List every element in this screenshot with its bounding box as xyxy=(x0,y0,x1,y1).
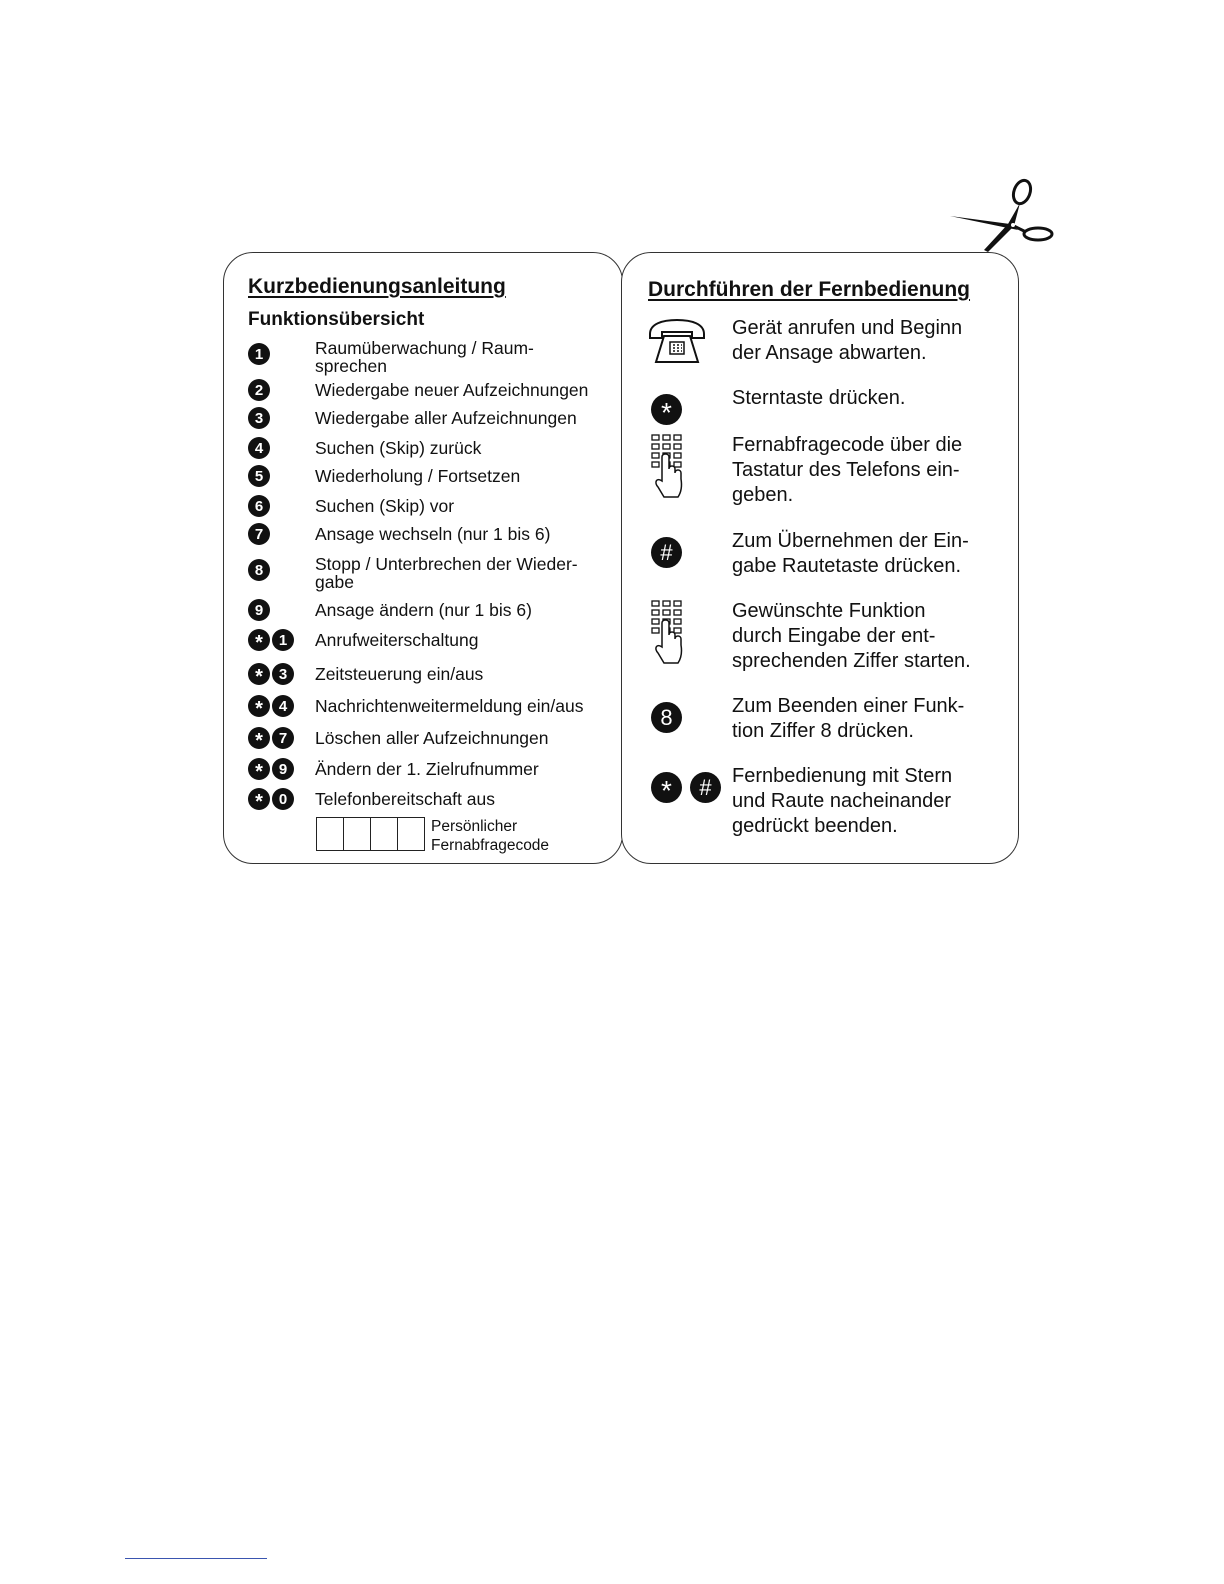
function-description: Nachrichtenweitermeldung ein/aus xyxy=(315,696,584,716)
star-key-badge: * xyxy=(248,695,270,717)
star-key-badge: * xyxy=(248,788,270,810)
function-row xyxy=(248,760,620,790)
star-key-badge: * xyxy=(248,663,270,685)
key-combination xyxy=(248,629,294,654)
star-key-badge: * xyxy=(651,772,682,803)
key-combination xyxy=(248,559,270,581)
remote-control-title: Durchführen der Fernbedienung xyxy=(648,278,971,301)
telephone-icon xyxy=(646,316,708,368)
digit-key-badge: 1 xyxy=(248,343,270,365)
step-icon xyxy=(648,431,690,508)
function-row xyxy=(248,439,620,469)
digit-key-badge: 6 xyxy=(248,495,270,517)
star-key-badge: * xyxy=(248,758,270,780)
step-icon xyxy=(646,316,708,373)
function-description: Ansage ändern (nur 1 bis 6) xyxy=(315,600,532,620)
star-key-badge: * xyxy=(651,394,682,425)
function-row xyxy=(248,467,620,497)
digit-key-badge: 9 xyxy=(272,758,294,780)
key-combination xyxy=(651,702,682,733)
remote-code-boxes xyxy=(317,817,425,851)
star-key-badge: * xyxy=(248,629,270,651)
key-combination xyxy=(248,379,270,401)
key-combination xyxy=(248,437,270,459)
function-description: Zeitsteuerung ein/aus xyxy=(315,664,484,684)
remote-code-label: Persönlicher Fernabfragecode xyxy=(431,818,550,854)
quick-guide-card xyxy=(223,252,623,864)
function-description: Ändern der 1. Zielrufnummer xyxy=(315,759,539,779)
key-combination xyxy=(248,343,270,365)
key-combination xyxy=(651,537,682,568)
digit-key-badge: 2 xyxy=(248,379,270,401)
digit-key-badge: 0 xyxy=(272,788,294,810)
function-description: Suchen (Skip) vor xyxy=(315,496,455,516)
key-combination xyxy=(248,727,294,752)
step-description: Zum Übernehmen der Ein- gabe Rautetaste drücken. xyxy=(732,530,969,577)
function-description: Suchen (Skip) zurück xyxy=(315,438,482,458)
digit-key-badge: 9 xyxy=(248,599,270,621)
code-digit-box xyxy=(370,817,398,851)
function-description: Anrufweiterschaltung xyxy=(315,630,479,650)
remote-control-card xyxy=(621,252,1019,864)
digit-key-badge: 3 xyxy=(248,407,270,429)
function-row xyxy=(248,497,620,527)
function-row xyxy=(248,601,620,631)
step-description: Fernbedienung mit Stern und Raute nacheinander gedrückt beenden. xyxy=(732,765,953,837)
key-combination xyxy=(248,523,270,545)
quick-guide-title: Kurzbedienungsanleitung xyxy=(248,275,506,298)
step-icon xyxy=(651,394,682,428)
key-combination xyxy=(248,695,294,720)
function-description: Wiedergabe neuer Aufzeichnungen xyxy=(315,380,589,400)
step-icon xyxy=(651,702,682,733)
function-row xyxy=(248,665,620,695)
key-combination xyxy=(248,599,270,621)
step-icon xyxy=(651,537,682,568)
key-combination xyxy=(248,788,294,813)
function-description: Raumüberwachung / Raum- sprechen xyxy=(315,338,534,376)
step-icon xyxy=(648,597,690,674)
digit-key-badge: 4 xyxy=(248,437,270,459)
key-combination xyxy=(248,495,270,517)
function-description: Ansage wechseln (nur 1 bis 6) xyxy=(315,524,551,544)
digit-key-badge: 5 xyxy=(248,465,270,487)
digit-key-badge: 7 xyxy=(272,727,294,749)
function-row xyxy=(248,525,620,555)
function-row xyxy=(248,697,620,727)
key-combination xyxy=(248,758,294,783)
digit-key-badge: 3 xyxy=(272,663,294,685)
function-description: Telefonbereitschaft aus xyxy=(315,789,495,809)
function-row xyxy=(248,381,620,411)
keypad-hand-icon xyxy=(648,431,690,503)
key-combination xyxy=(248,407,270,429)
function-description: Stopp / Unterbrechen der Wieder- gabe xyxy=(315,554,578,592)
key-combination xyxy=(248,663,294,688)
step-description: Gewünschte Funktion durch Eingabe der ent- sprechenden Ziffer starten. xyxy=(732,600,971,672)
digit-key-badge: 8 xyxy=(651,702,682,733)
footnote-rule xyxy=(125,1558,267,1559)
step-description: Gerät anrufen und Beginn der Ansage abwarten. xyxy=(732,317,963,364)
digit-key-badge: 8 xyxy=(248,559,270,581)
keypad-hand-icon xyxy=(648,597,690,669)
digit-key-badge: 1 xyxy=(272,629,294,651)
key-combination xyxy=(248,465,270,487)
key-combination xyxy=(651,394,682,428)
function-row xyxy=(248,790,620,820)
function-row xyxy=(248,631,620,661)
function-row xyxy=(248,409,620,439)
digit-key-badge: 4 xyxy=(272,695,294,717)
step-description: Fernabfragecode über die Tastatur des Telefons ein- geben. xyxy=(732,434,963,506)
code-digit-box xyxy=(343,817,371,851)
function-description: Wiederholung / Fortsetzen xyxy=(315,466,521,486)
hash-key-badge: # xyxy=(651,537,682,568)
digit-key-badge: 7 xyxy=(248,523,270,545)
step-description: Sterntaste drücken. xyxy=(732,387,906,409)
function-description: Wiedergabe aller Aufzeichnungen xyxy=(315,408,577,428)
hash-key-badge: # xyxy=(690,772,721,803)
function-description: Löschen aller Aufzeichnungen xyxy=(315,728,549,748)
star-key-badge: * xyxy=(248,727,270,749)
function-overview-heading: Funktionsübersicht xyxy=(248,309,425,330)
key-combination xyxy=(651,772,721,806)
function-row xyxy=(248,729,620,759)
function-row xyxy=(248,554,620,592)
code-digit-box xyxy=(316,817,344,851)
step-icon xyxy=(651,772,721,806)
function-row xyxy=(248,338,620,376)
code-digit-box xyxy=(397,817,425,851)
scissors-icon xyxy=(944,178,1056,254)
step-description: Zum Beenden einer Funk- tion Ziffer 8 drücken. xyxy=(732,695,965,742)
